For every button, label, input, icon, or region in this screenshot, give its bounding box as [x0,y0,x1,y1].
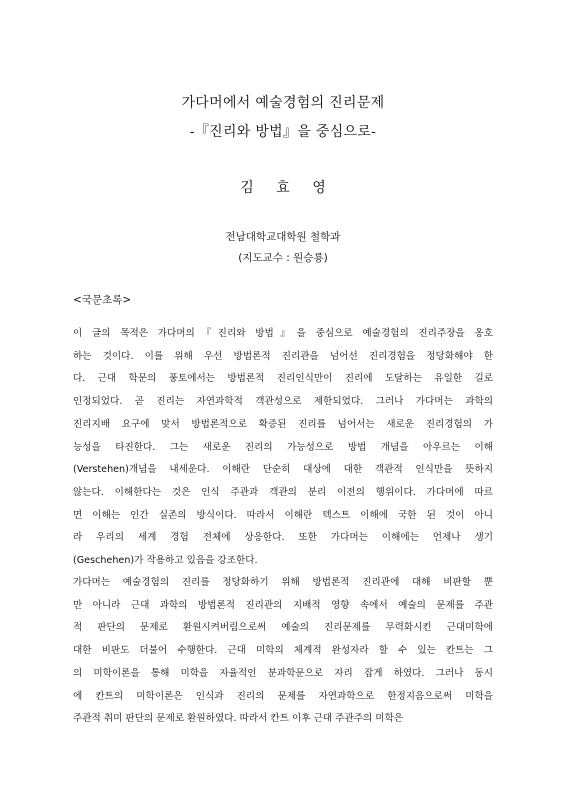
paper-subtitle: -『진리와 방법』을 중심으로- [189,124,377,140]
abstract-paragraph-2 [73,572,493,731]
text-line: (Verstehen)개념을 내세운다. 이해란 단순히 대상에 대한 객관적 인식만을 뜻하지 [73,464,493,476]
section-heading: <국문초록> [73,294,132,306]
text-line: 진리지배 요구에 맞서 방법론적으로 확증된 진리를 넘어서는 새로운 진리경험의 가 [73,418,493,430]
text-line: 만 아니라 근대 과학의 방법론적 진리관의 지배적 영향 속에서 예술의 문제를 주관 [73,599,493,611]
text-line: 다. 근대 학문의 풍토에서는 방법론적 진리인식만이 진리에 도달하는 유일한 길로 [73,373,493,385]
text-line: (Geschehen)가 작용하고 있음을 강조한다. [73,555,258,567]
text-line: 이 글의 목적은 가다머의『진리와 방법』을 중심으로 예술경험의 진리주장을 옹호 [73,328,493,339]
text-line: 능성을 타진한다. 그는 새로운 진리의 가능성으로 방법 개념을 아우르는 이해 [73,441,493,453]
paper-title: 가다머에서 예술경험의 진리문제 [181,95,385,111]
text-line: 않는다. 이해한다는 것은 인식 주관과 객관의 분리 이전의 행위이다. 가다머에 따르 [73,486,493,498]
author-name: 김 효 영 [240,180,326,196]
text-line: 의 미학이론을 통해 미학을 자율적인 분과학문으로 자리 잡게 하였다. 그러나 동시 [73,667,493,679]
text-line: 대한 비판도 더불어 수행한다. 근대 미학의 체계적 완성자라 할 수 있는 칸트는 그 [73,645,493,657]
text-line: 인정되었다. 곧 진리는 자연과학적 객관성으로 제한되었다. 그러나 가다머는 과학의 [73,396,493,408]
text-line: 라 우리의 세계 경험 전체에 상응한다. 또한 가다머는 이해에는 언제나 생기 [73,532,493,544]
advisor: (지도교수 : 원승룡) [238,252,328,264]
text-line: 하는 것이다. 이를 위해 우선 방법론적 진리관을 넘어선 진리경험을 정당화해야 한 [73,350,493,362]
affiliation: 전남대학교대학원 철학과 [225,231,341,243]
text-line: 적 판단의 문제로 환원시켜버림으로써 예술의 진리문제를 무력화시킨 근대미학에 [73,622,493,634]
text-line: 가다머는 예술경험의 진리를 정당화하기 위해 방법론적 진리관에 대해 비판할 뿐 [73,577,493,588]
abstract-paragraph-1 [73,323,493,573]
text-line: 주관적 취미 판단의 문제로 환원하였다. 따라서 칸트 이후 근대 주관주의 미학은 [73,713,404,725]
text-line: 에 칸트의 미학이론은 인식과 진리의 문제를 자연과학으로 한정지음으로써 미학을 [73,690,493,702]
text-line: 면 이해는 인간 실존의 방식이다. 따라서 이해란 텍스트 이해에 국한 된 것이 아니 [73,509,493,521]
